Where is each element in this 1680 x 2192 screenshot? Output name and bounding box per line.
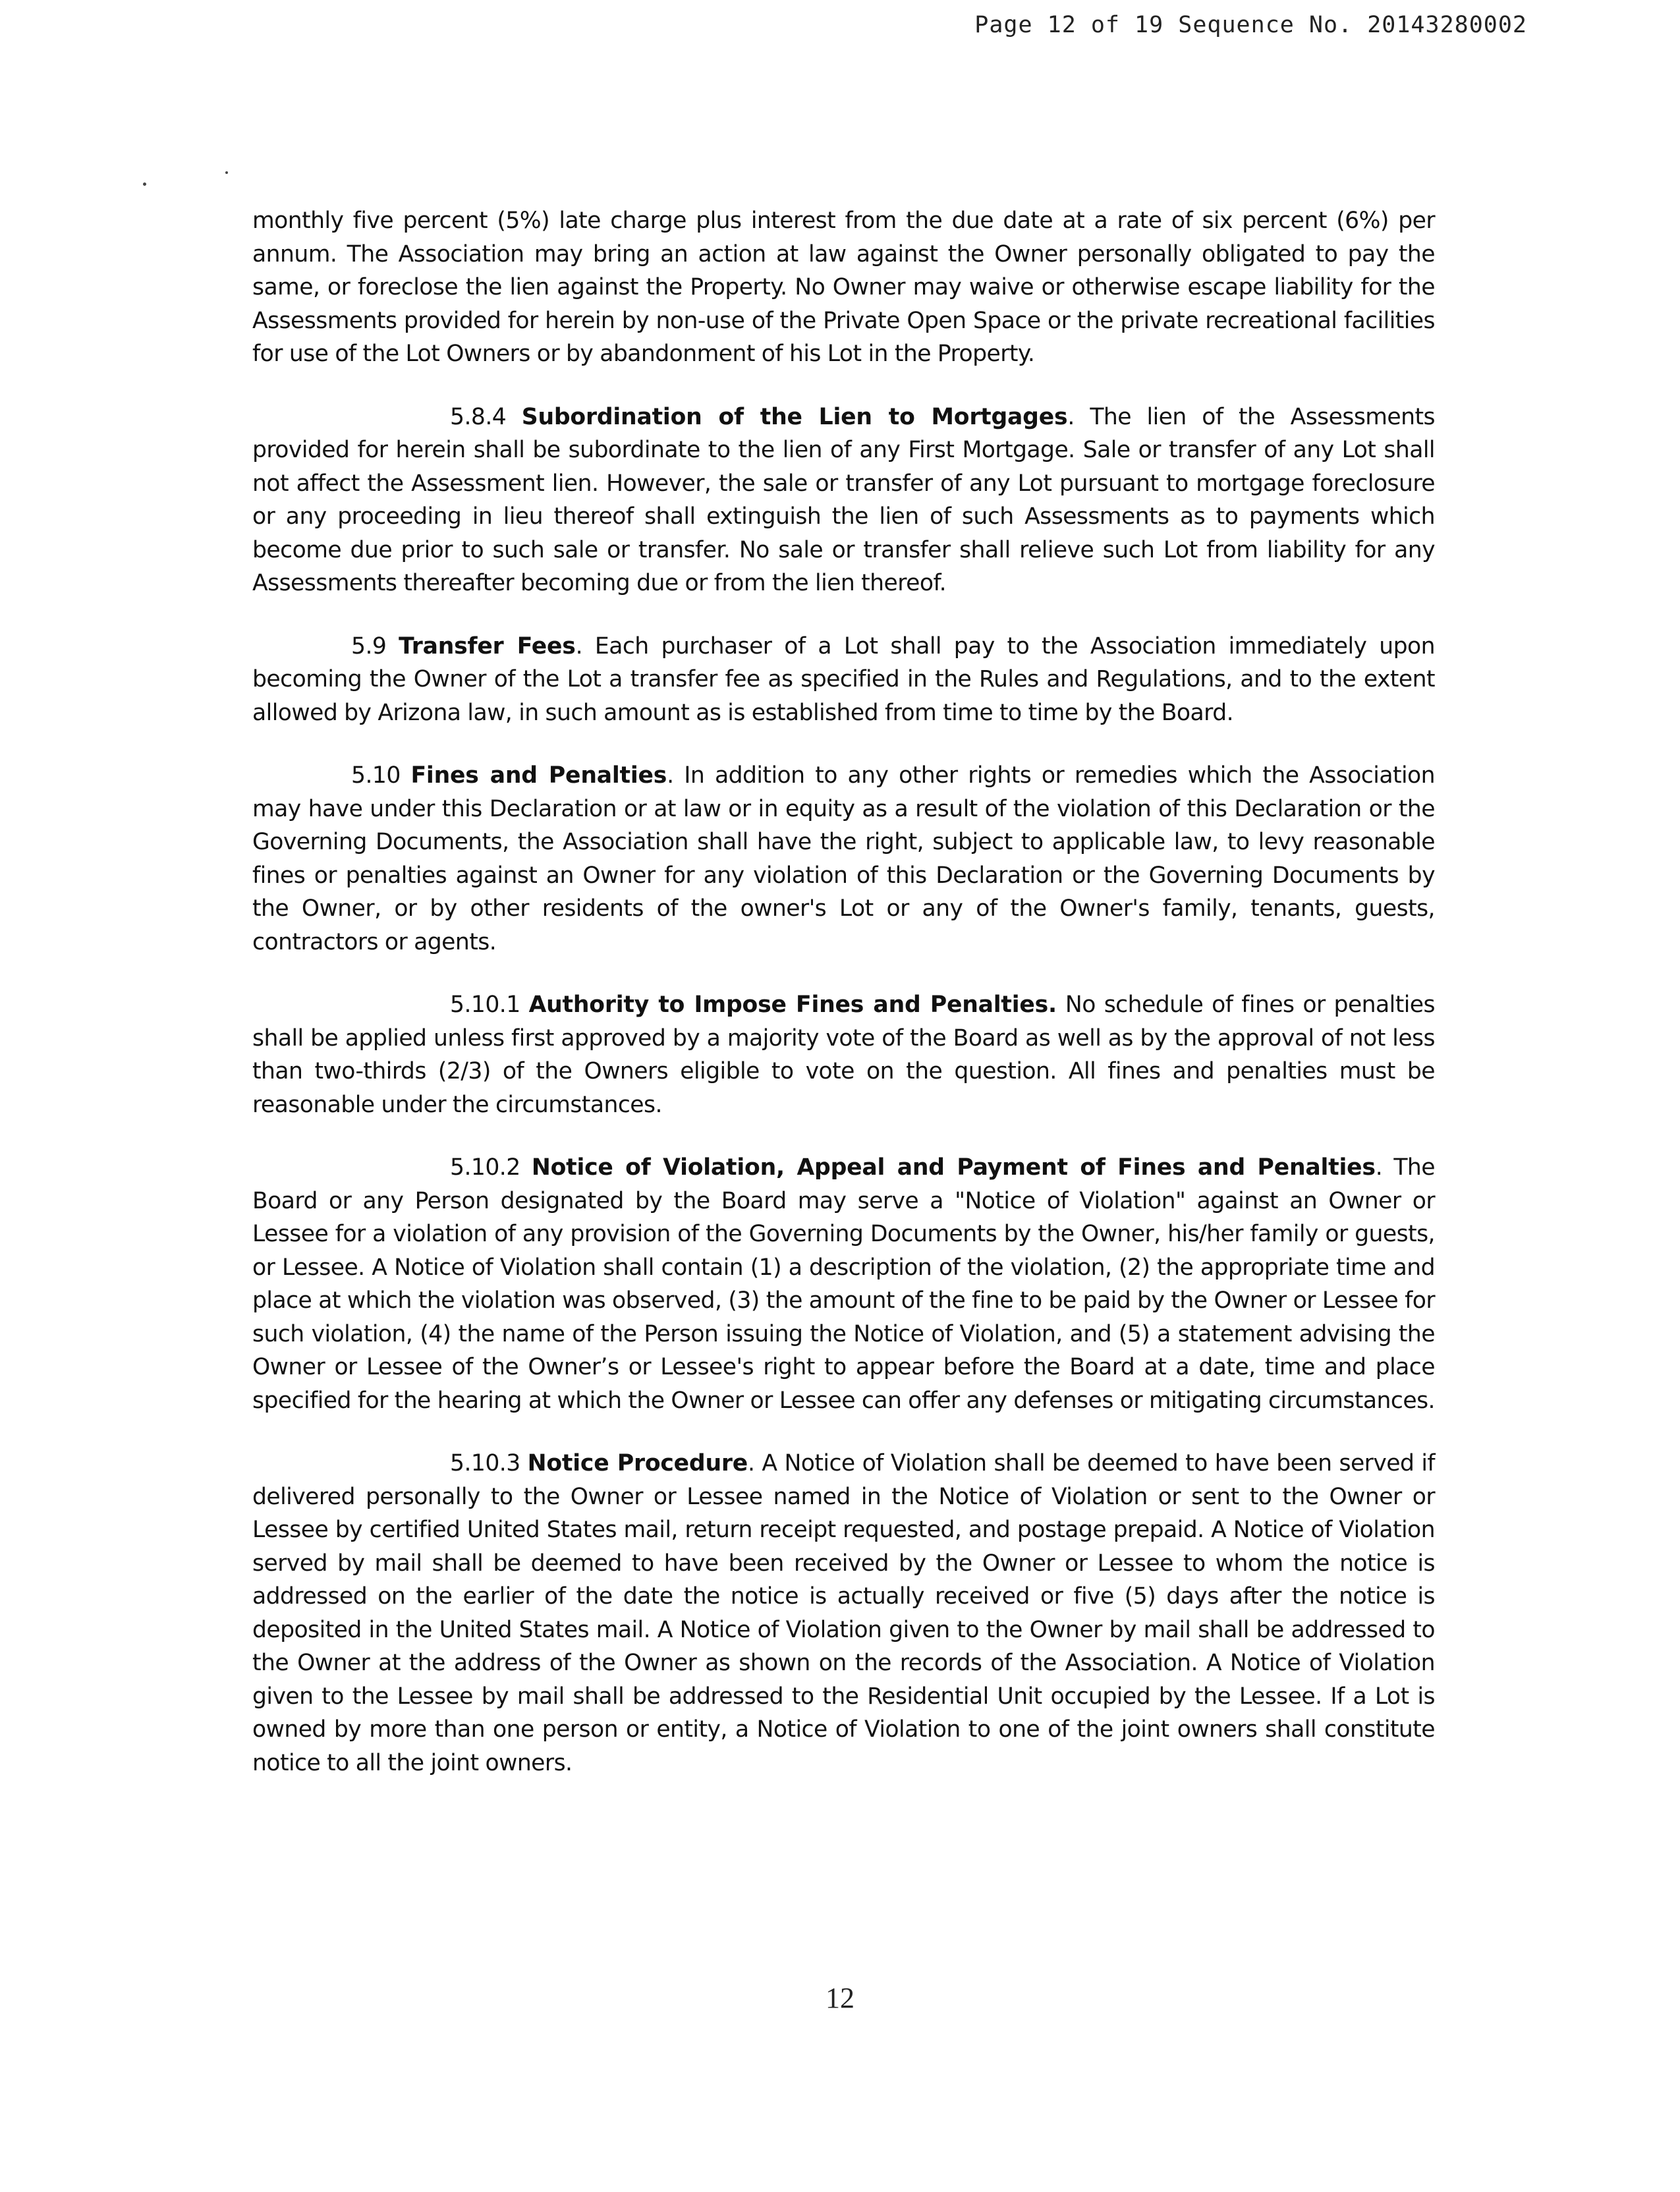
section-body: . The lien of the Assessments provided for herein shall be subordinate to the lien of any First Mortgage. Sale or transfer of any Lot shall not affect the Assessment lien. However, the sale or transfer of any Lot pursuant to mortgage foreclosure or any proceeding in lieu thereof shall extinguish the lien of such Assessments as to payments which become due prior to such sale or transfer. No sale or transfer shall relieve such Lot from liability for any Assessments thereafter becoming due or from the lien thereof. (252, 403, 1435, 596)
page-number: 12 (826, 1982, 854, 2014)
document-body (252, 204, 1435, 1809)
section-body: . Each purchaser of a Lot shall pay to the Association immediately upon becoming the Owner of the Lot a transfer fee as specified in the Rules and Regulations, and to the extent allowed by Arizona law, in such amount as is established from time to time by the Board. (252, 632, 1435, 726)
section-number: 5.10.2 (450, 1154, 532, 1181)
section-number: 5.10.3 (450, 1450, 528, 1476)
section-heading: Notice Procedure (527, 1450, 748, 1476)
section-5-10-1 (252, 988, 1435, 1121)
section-heading: Authority to Impose Fines and Penalties. (528, 992, 1057, 1018)
section-5-10 (252, 759, 1435, 959)
section-heading: Transfer Fees (399, 632, 576, 660)
section-5-10-2 (252, 1151, 1435, 1417)
section-number: 5.8.4 (450, 403, 522, 430)
section-body: No schedule of fines or penalties shall be applied unless first approved by a majority vote of the Board as well as by the approval of not less than two-thirds (2/3) of the Owners eligible to vote on the question. All fines and penalties must be reasonable under the circumstances. (252, 992, 1435, 1118)
section-5-8-4 (252, 401, 1435, 600)
section-number: 5.10 (351, 762, 411, 789)
section-body: . In addition to any other rights or remedies which the Association may have under this Declaration or at law or in equity as a result of the violation of this Declaration or the Governing Documents, the Association shall have the right, subject to applicable law, to levy reasonable fines or penalties against an Owner for any violation of this Declaration or the Governing Documents by the Owner, or by other residents of the owner's Lot or any of the Owner's family, tenants, guests, contractors or agents. (252, 762, 1435, 955)
section-number: 5.9 (351, 632, 399, 660)
scan-speck (143, 183, 146, 186)
section-number: 5.10.1 (450, 992, 529, 1018)
section-5-10-3 (252, 1447, 1435, 1780)
section-body: . A Notice of Violation shall be deemed to have been served if delivered personally to the Owner or Lessee named in the Notice of Violation or sent to the Owner or Lessee by certified United States mail, return receipt requested, and postage prepaid. A Notice of Violation served by mail shall be deemed to have been received by the Owner or Lessee to whom the notice is addressed on the earlier of the date the notice is actually received or five (5) days after the notice is deposited in the United States mail. A Notice of Violation given to the Owner by mail shall be addressed to the Owner at the address of the Owner as shown on the records of the Association. A Notice of Violation given to the Lessee by mail shall be addressed to the Residential Unit occupied by the Lessee. If a Lot is owned by more than one person or entity, a Notice of Violation to one of the joint owners shall constitute notice to all the joint owners. (252, 1450, 1436, 1776)
section-heading: Notice of Violation, Appeal and Payment of Fines and Penalties (531, 1154, 1376, 1181)
paragraph-body: monthly five percent (5%) late charge plus interest from the due date at a rate of six percent (6%) per annum. The Association may bring an action at law against the Owner personally obligated to pay the same, or foreclose the lien against the Property. No Owner may waive or otherwise escape liability for the Assessments provided for herein by non-use of the Private Open Space or the private recreational facilities for use of the Lot Owners or by abandonment of his Lot in the Property. (252, 208, 1435, 367)
section-body: . The Board or any Person designated by the Board may serve a "Notice of Violation" against an Owner or Lessee for a violation of any provision of the Governing Documents by the Owner, his/her family or guests, or Lessee. A Notice of Violation shall contain (1) a description of the violation, (2) the appropriate time and place at which the violation was observed, (3) the amount of the fine to be paid by the Owner or Lessee for such violation, (4) the name of the Person issuing the Notice of Violation, and (5) a statement advising the Owner or Lessee of the Owner’s or Lessee's right to appear before the Board at a date, time and place specified for the hearing at which the Owner or Lessee can offer any defenses or mitigating circumstances. (252, 1154, 1436, 1414)
scan-speck (225, 171, 228, 174)
page-sequence-header: Page 12 of 19 Sequence No. 20143280002 (974, 12, 1527, 38)
section-heading: Fines and Penalties (410, 762, 667, 789)
section-5-9 (252, 630, 1435, 730)
paragraph-continued (252, 204, 1435, 371)
section-heading: Subordination of the Lien to Mortgages (521, 403, 1068, 430)
